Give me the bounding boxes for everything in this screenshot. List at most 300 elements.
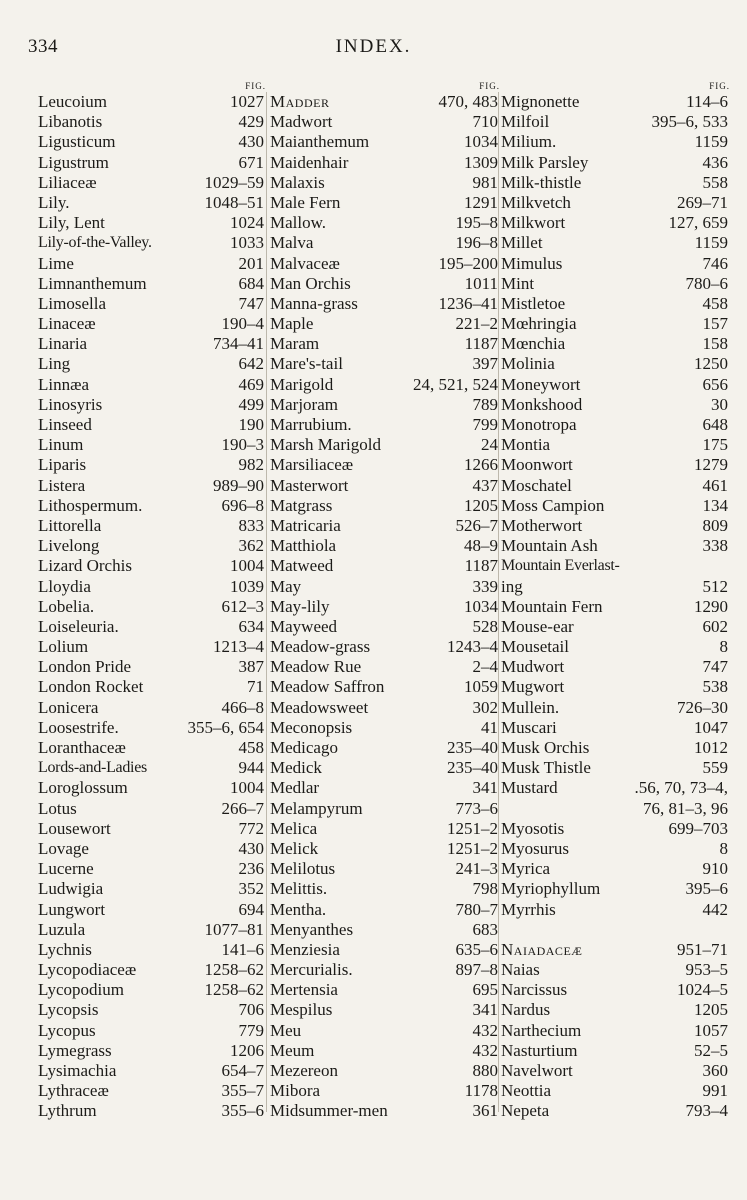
index-term: Linaceæ bbox=[38, 314, 96, 334]
index-entry bbox=[270, 960, 500, 980]
index-figure-ref: 772 bbox=[238, 818, 264, 838]
index-figure-ref: 779 bbox=[238, 1020, 264, 1040]
index-entry bbox=[501, 1000, 730, 1020]
index-entry bbox=[270, 657, 500, 677]
index-figure-ref: 458 bbox=[702, 293, 728, 313]
index-term: Lily-of-the-Valley. bbox=[38, 234, 152, 252]
index-term: Moneywort bbox=[501, 374, 581, 394]
index-term: Myosotis bbox=[501, 818, 565, 838]
index-entry bbox=[270, 839, 500, 859]
index-entry bbox=[270, 1061, 500, 1081]
index-term: Matgrass bbox=[270, 495, 333, 515]
index-figure-ref: 634 bbox=[238, 616, 264, 636]
index-term: Moschatel bbox=[501, 475, 572, 495]
index-figure-ref: 432 bbox=[472, 1020, 498, 1040]
index-figure-ref: 1251–2 bbox=[447, 818, 498, 838]
index-term: Limosella bbox=[38, 293, 106, 313]
index-figure-ref: 266–7 bbox=[221, 798, 264, 818]
index-figure-ref: 8 bbox=[719, 838, 728, 858]
index-entry bbox=[270, 536, 500, 556]
index-entry bbox=[270, 455, 500, 475]
index-term: Melittis. bbox=[270, 879, 328, 899]
index-entry bbox=[501, 819, 730, 839]
index-entry bbox=[501, 536, 730, 556]
index-entry bbox=[501, 132, 730, 152]
index-entry bbox=[38, 476, 266, 496]
index-figure-ref: 436 bbox=[702, 152, 728, 172]
index-figure-ref: 1250 bbox=[694, 354, 728, 374]
index-figure-ref: 944 bbox=[238, 758, 264, 778]
index-entry bbox=[501, 1081, 730, 1101]
index-entry bbox=[270, 859, 500, 879]
index-figure-ref: 512 bbox=[702, 576, 728, 596]
fig-label: FIG. bbox=[245, 81, 266, 91]
index-term: Maidenhair bbox=[270, 152, 349, 172]
index-term: Lizard Orchis bbox=[38, 556, 132, 576]
index-figure-ref: 339 bbox=[472, 576, 498, 596]
index-term: Malvaceæ bbox=[270, 253, 340, 273]
index-term: Milk-thistle bbox=[501, 172, 582, 192]
index-term: Manna-grass bbox=[270, 293, 358, 313]
fig-label: FIG. bbox=[709, 81, 730, 91]
index-term: Mullein. bbox=[501, 697, 560, 717]
index-entry bbox=[270, 1021, 500, 1041]
index-figure-ref: 461 bbox=[702, 475, 728, 495]
index-figure-ref: 1059 bbox=[464, 677, 498, 697]
index-term: Mountain Everlast- bbox=[501, 557, 620, 575]
index-term: Lolium bbox=[38, 637, 89, 657]
index-figure-ref: 780–6 bbox=[685, 273, 728, 293]
index-term: Mœhringia bbox=[501, 314, 577, 334]
index-term: Milium. bbox=[501, 132, 557, 152]
index-entry bbox=[270, 274, 500, 294]
index-entry bbox=[501, 516, 730, 536]
index-entry bbox=[38, 1000, 266, 1020]
index-figure-ref: 1159 bbox=[694, 132, 728, 152]
index-term: Lousewort bbox=[38, 818, 111, 838]
index-figure-ref: 442 bbox=[702, 899, 728, 919]
index-figure-ref: 360 bbox=[702, 1061, 728, 1080]
index-term: Myrica bbox=[501, 859, 551, 879]
index-figure-ref: 195–200 bbox=[438, 253, 498, 273]
index-term: Midsummer-men bbox=[270, 1101, 388, 1121]
index-figure-ref: 1205 bbox=[694, 1000, 728, 1020]
index-term: Motherwort bbox=[501, 515, 583, 535]
index-entry bbox=[38, 819, 266, 839]
index-term: Narthecium bbox=[501, 1020, 582, 1040]
index-entry bbox=[501, 778, 730, 798]
index-figure-ref: 1206 bbox=[230, 1040, 264, 1060]
index-entry bbox=[38, 233, 266, 253]
index-figure-ref: 1266 bbox=[464, 455, 498, 475]
index-term: Mugwort bbox=[501, 677, 565, 697]
index-entry bbox=[501, 597, 730, 617]
index-term: Medicago bbox=[270, 738, 338, 757]
index-entry bbox=[38, 577, 266, 597]
index-figure-ref: 430 bbox=[238, 132, 264, 152]
index-figure-ref: 699–703 bbox=[668, 818, 728, 838]
index-entry bbox=[38, 1041, 266, 1061]
index-figure-ref: 141–6 bbox=[221, 939, 264, 959]
index-entry bbox=[270, 1081, 500, 1101]
index-figure-ref: 338 bbox=[702, 536, 728, 556]
index-entry bbox=[270, 496, 500, 516]
index-term: Myosurus bbox=[501, 838, 570, 858]
index-entry bbox=[501, 334, 730, 354]
index-entry bbox=[38, 254, 266, 274]
index-entry bbox=[38, 980, 266, 1000]
index-figure-ref: 1004 bbox=[230, 778, 264, 798]
index-term: Marsiliaceæ bbox=[270, 455, 354, 475]
index-entry bbox=[270, 920, 500, 940]
index-entry bbox=[270, 738, 500, 758]
index-term: Mertensia bbox=[270, 980, 338, 1000]
index-entry bbox=[501, 738, 730, 758]
index-term: Milfoil bbox=[501, 112, 550, 132]
index-entry bbox=[38, 354, 266, 374]
index-term: Mignonette bbox=[501, 92, 580, 111]
index-entry bbox=[501, 859, 730, 879]
index-term: Mallow. bbox=[270, 213, 327, 233]
index-figure-ref: 648 bbox=[702, 415, 728, 434]
index-entry bbox=[38, 455, 266, 475]
index-term: Loiseleuria. bbox=[38, 616, 119, 636]
index-entry bbox=[501, 112, 730, 132]
index-entry bbox=[501, 879, 730, 899]
index-figure-ref: 196–8 bbox=[455, 233, 498, 253]
index-entry bbox=[38, 859, 266, 879]
index-term: Liparis bbox=[38, 455, 87, 475]
index-entry bbox=[270, 778, 500, 798]
index-entry bbox=[38, 415, 266, 435]
index-figure-ref: 809 bbox=[702, 515, 728, 535]
index-entry bbox=[501, 677, 730, 697]
index-term: Musk Orchis bbox=[501, 738, 590, 757]
index-figure-ref: 429 bbox=[238, 112, 264, 132]
index-term: Lychnis bbox=[38, 939, 92, 959]
index-figure-ref: 747 bbox=[238, 293, 264, 313]
index-entry bbox=[270, 193, 500, 213]
index-term: Mountain Fern bbox=[501, 596, 603, 616]
index-term: Livelong bbox=[38, 536, 100, 556]
index-term: Navelwort bbox=[501, 1061, 573, 1080]
index-figure-ref: 528 bbox=[472, 616, 498, 636]
index-entry bbox=[38, 132, 266, 152]
index-figure-ref: 1290 bbox=[694, 596, 728, 616]
index-term: Narcissus bbox=[501, 980, 568, 1000]
index-figure-ref: 395–6, 533 bbox=[651, 112, 728, 132]
index-entry bbox=[501, 476, 730, 496]
index-figure-ref: 710 bbox=[472, 112, 498, 132]
index-figure-ref: 695 bbox=[472, 980, 498, 1000]
index-entry bbox=[270, 173, 500, 193]
index-figure-ref: 793–4 bbox=[685, 1101, 728, 1121]
index-term: Ling bbox=[38, 354, 71, 374]
index-entry bbox=[270, 698, 500, 718]
index-term: Matthiola bbox=[270, 536, 337, 556]
index-entry bbox=[270, 1041, 500, 1061]
index-term: Loosestrife. bbox=[38, 717, 119, 737]
index-figure-ref: 362 bbox=[238, 536, 264, 556]
index-entry bbox=[270, 1000, 500, 1020]
index-term: Ludwigia bbox=[38, 879, 104, 899]
index-term: Myriophyllum bbox=[501, 879, 601, 899]
index-entry bbox=[38, 698, 266, 718]
index-entry bbox=[501, 375, 730, 395]
index-figure-ref: 780–7 bbox=[455, 899, 498, 919]
index-figure-ref: 799 bbox=[472, 415, 498, 434]
index-entry bbox=[38, 617, 266, 637]
index-figure-ref: 789 bbox=[472, 394, 498, 414]
index-term: Mistletoe bbox=[501, 293, 566, 313]
index-figure-ref: 1047 bbox=[694, 717, 728, 737]
index-figure-ref: 1039 bbox=[230, 576, 264, 596]
index-term: Meadow Rue bbox=[270, 657, 362, 677]
index-term: Lymegrass bbox=[38, 1040, 112, 1060]
index-entry bbox=[270, 799, 500, 819]
index-figure-ref: 466–8 bbox=[221, 697, 264, 717]
index-entry bbox=[38, 718, 266, 738]
index-term: Mint bbox=[501, 273, 535, 293]
index-entry bbox=[38, 153, 266, 173]
index-figure-ref: 747 bbox=[702, 657, 728, 677]
index-term: Malaxis bbox=[270, 172, 325, 192]
index-figure-ref: 1159 bbox=[694, 233, 728, 253]
index-term: Nardus bbox=[501, 1000, 551, 1020]
index-term: Lotus bbox=[38, 798, 77, 818]
index-entry bbox=[501, 92, 730, 112]
index-entry bbox=[270, 637, 500, 657]
index-term: London Rocket bbox=[38, 677, 144, 697]
index-figure-ref: 526–7 bbox=[455, 515, 498, 535]
index-figure-ref: 981 bbox=[472, 172, 498, 192]
index-figure-ref: 8 bbox=[719, 637, 728, 657]
index-entry bbox=[501, 455, 730, 475]
index-term: Meadow Saffron bbox=[270, 677, 385, 697]
index-term: Meconopsis bbox=[270, 717, 353, 737]
index-entry bbox=[270, 213, 500, 233]
index-figure-ref: 437 bbox=[472, 475, 498, 495]
index-term: Maple bbox=[270, 314, 314, 334]
column-divider bbox=[266, 92, 267, 1112]
index-term: Linaria bbox=[38, 334, 88, 354]
index-term: London Pride bbox=[38, 657, 132, 677]
index-figure-ref: 683 bbox=[472, 919, 498, 939]
index-term: Mountain Ash bbox=[501, 536, 598, 556]
index-entry bbox=[501, 1101, 730, 1121]
index-figure-ref: 355–6, 654 bbox=[187, 717, 264, 737]
index-entry bbox=[501, 274, 730, 294]
index-term: Meu bbox=[270, 1020, 302, 1040]
index-figure-ref: 910 bbox=[702, 859, 728, 879]
index-figure-ref: 1077–81 bbox=[204, 919, 264, 939]
index-entry bbox=[38, 395, 266, 415]
index-figure-ref: 989–90 bbox=[213, 475, 264, 495]
index-figure-ref: 355–6 bbox=[221, 1101, 264, 1121]
index-term: Lycopus bbox=[38, 1020, 96, 1040]
index-entry bbox=[270, 254, 500, 274]
index-figure-ref: 1213–4 bbox=[213, 637, 264, 657]
index-entry bbox=[270, 597, 500, 617]
index-entry bbox=[270, 677, 500, 697]
index-term: Meadowsweet bbox=[270, 697, 369, 717]
index-term: Leucoium bbox=[38, 92, 107, 111]
index-figure-ref: 654–7 bbox=[221, 1061, 264, 1080]
index-term: Lythrum bbox=[38, 1101, 97, 1121]
index-figure-ref: .56, 70, 73–4, bbox=[634, 778, 728, 798]
index-figure-ref: 195–8 bbox=[455, 213, 498, 233]
index-entry bbox=[270, 92, 500, 112]
index-figure-ref: 241–3 bbox=[455, 859, 498, 879]
index-entry bbox=[270, 718, 500, 738]
index-entry bbox=[38, 940, 266, 960]
index-term: Naiadaceæ bbox=[501, 939, 583, 959]
index-term: Lime bbox=[38, 253, 74, 273]
index-term: Naias bbox=[501, 960, 540, 980]
index-figure-ref: 24, 521, 524 bbox=[413, 374, 498, 394]
index-figure-ref: 558 bbox=[702, 172, 728, 192]
index-entry bbox=[501, 637, 730, 657]
index-entry bbox=[270, 617, 500, 637]
index-entry bbox=[501, 354, 730, 374]
index-term: Lobelia. bbox=[38, 596, 95, 616]
index-term: Lycopodiaceæ bbox=[38, 960, 137, 980]
index-entry bbox=[38, 1061, 266, 1081]
index-term: Listera bbox=[38, 475, 86, 495]
index-entry bbox=[270, 375, 500, 395]
index-term: Muscari bbox=[501, 717, 557, 737]
index-term: Maianthemum bbox=[270, 132, 370, 152]
index-entry bbox=[270, 516, 500, 536]
index-figure-ref: 656 bbox=[702, 374, 728, 394]
index-entry bbox=[501, 314, 730, 334]
index-entry bbox=[270, 900, 500, 920]
index-entry bbox=[38, 657, 266, 677]
index-term: Matweed bbox=[270, 556, 334, 576]
index-figure-ref: 1033 bbox=[230, 233, 264, 253]
index-figure-ref: 602 bbox=[702, 616, 728, 636]
index-figure-ref: 1057 bbox=[694, 1020, 728, 1040]
index-entry bbox=[501, 1041, 730, 1061]
index-entry bbox=[501, 577, 730, 597]
index-term: Madwort bbox=[270, 112, 333, 132]
index-figure-ref: 1236–41 bbox=[438, 293, 498, 313]
index-term: Medick bbox=[270, 758, 322, 778]
index-entry bbox=[270, 435, 500, 455]
index-entry bbox=[501, 1061, 730, 1081]
index-figure-ref: 48–9 bbox=[464, 536, 498, 556]
index-term: Moonwort bbox=[501, 455, 573, 475]
index-figure-ref: 1258–62 bbox=[204, 960, 264, 980]
index-term: Mudwort bbox=[501, 657, 565, 677]
index-figure-ref: 114–6 bbox=[686, 92, 728, 111]
index-entry bbox=[38, 193, 266, 213]
index-entry bbox=[38, 112, 266, 132]
index-term: Moss Campion bbox=[501, 495, 605, 515]
index-entry bbox=[501, 435, 730, 455]
index-entry bbox=[38, 375, 266, 395]
index-figure-ref: 706 bbox=[238, 1000, 264, 1020]
index-entry bbox=[270, 476, 500, 496]
index-term: Nasturtium bbox=[501, 1040, 578, 1060]
index-term: Millet bbox=[501, 233, 543, 253]
index-entry bbox=[270, 314, 500, 334]
index-entry bbox=[38, 496, 266, 516]
index-entry bbox=[38, 637, 266, 657]
index-term: Lycopsis bbox=[38, 1000, 99, 1020]
index-entry bbox=[501, 173, 730, 193]
index-entry bbox=[501, 900, 730, 920]
index-figure-ref: 41 bbox=[481, 717, 498, 737]
index-term: Ligustrum bbox=[38, 152, 109, 172]
index-figure-ref: 773–6 bbox=[455, 798, 498, 818]
index-entry bbox=[270, 395, 500, 415]
index-term: Lythraceæ bbox=[38, 1081, 109, 1101]
index-entry bbox=[38, 213, 266, 233]
index-figure-ref: 127, 659 bbox=[668, 213, 728, 233]
index-term: Mibora bbox=[270, 1081, 321, 1101]
index-term: Monotropa bbox=[501, 415, 577, 434]
index-figure-ref: 352 bbox=[238, 879, 264, 899]
index-entry bbox=[501, 799, 730, 819]
index-figure-ref: 470, 483 bbox=[438, 92, 498, 111]
index-term: Male Fern bbox=[270, 192, 341, 212]
index-entry bbox=[501, 294, 730, 314]
index-term: Meadow-grass bbox=[270, 637, 371, 657]
index-entry bbox=[38, 536, 266, 556]
index-figure-ref: 190–3 bbox=[221, 435, 264, 455]
index-term: Melilotus bbox=[270, 859, 336, 879]
index-column-3 bbox=[501, 80, 730, 1122]
index-entry bbox=[270, 556, 500, 576]
index-term: Mezereon bbox=[270, 1061, 338, 1080]
index-figure-ref: 499 bbox=[238, 394, 264, 414]
index-term: Lily, Lent bbox=[38, 213, 105, 233]
index-entry bbox=[38, 1081, 266, 1101]
index-figure-ref: 134 bbox=[702, 495, 728, 515]
index-entry bbox=[270, 1101, 500, 1121]
index-entry bbox=[270, 112, 500, 132]
index-entry bbox=[501, 839, 730, 859]
index-term: Mare's-tail bbox=[270, 354, 343, 374]
index-figure-ref: 1243–4 bbox=[447, 637, 498, 657]
index-entry bbox=[38, 960, 266, 980]
index-term: Madder bbox=[270, 92, 330, 111]
index-figure-ref: 559 bbox=[702, 758, 728, 778]
index-term: Lovage bbox=[38, 838, 89, 858]
index-entry bbox=[501, 556, 730, 576]
index-figure-ref: 671 bbox=[238, 152, 264, 172]
index-term: Malva bbox=[270, 233, 314, 253]
index-term: Liliaceæ bbox=[38, 172, 97, 192]
index-term: Medlar bbox=[270, 778, 320, 798]
index-figure-ref: 635–6 bbox=[455, 939, 498, 959]
index-figure-ref: 726–30 bbox=[677, 697, 728, 717]
index-figure-ref: 1048–51 bbox=[204, 192, 264, 212]
index-term: Lonicera bbox=[38, 697, 99, 717]
index-entry bbox=[38, 597, 266, 617]
index-figure-ref: 696–8 bbox=[221, 495, 264, 515]
index-entry bbox=[38, 314, 266, 334]
index-term: Linosyris bbox=[38, 394, 103, 414]
index-figure-ref: 395–6 bbox=[685, 879, 728, 899]
index-figure-ref: 880 bbox=[472, 1061, 498, 1080]
index-term: Melica bbox=[270, 818, 318, 838]
index-term: Lithospermum. bbox=[38, 495, 143, 515]
index-entry bbox=[501, 940, 730, 960]
index-term: Loroglossum bbox=[38, 778, 128, 798]
index-figure-ref: 1034 bbox=[464, 596, 498, 616]
